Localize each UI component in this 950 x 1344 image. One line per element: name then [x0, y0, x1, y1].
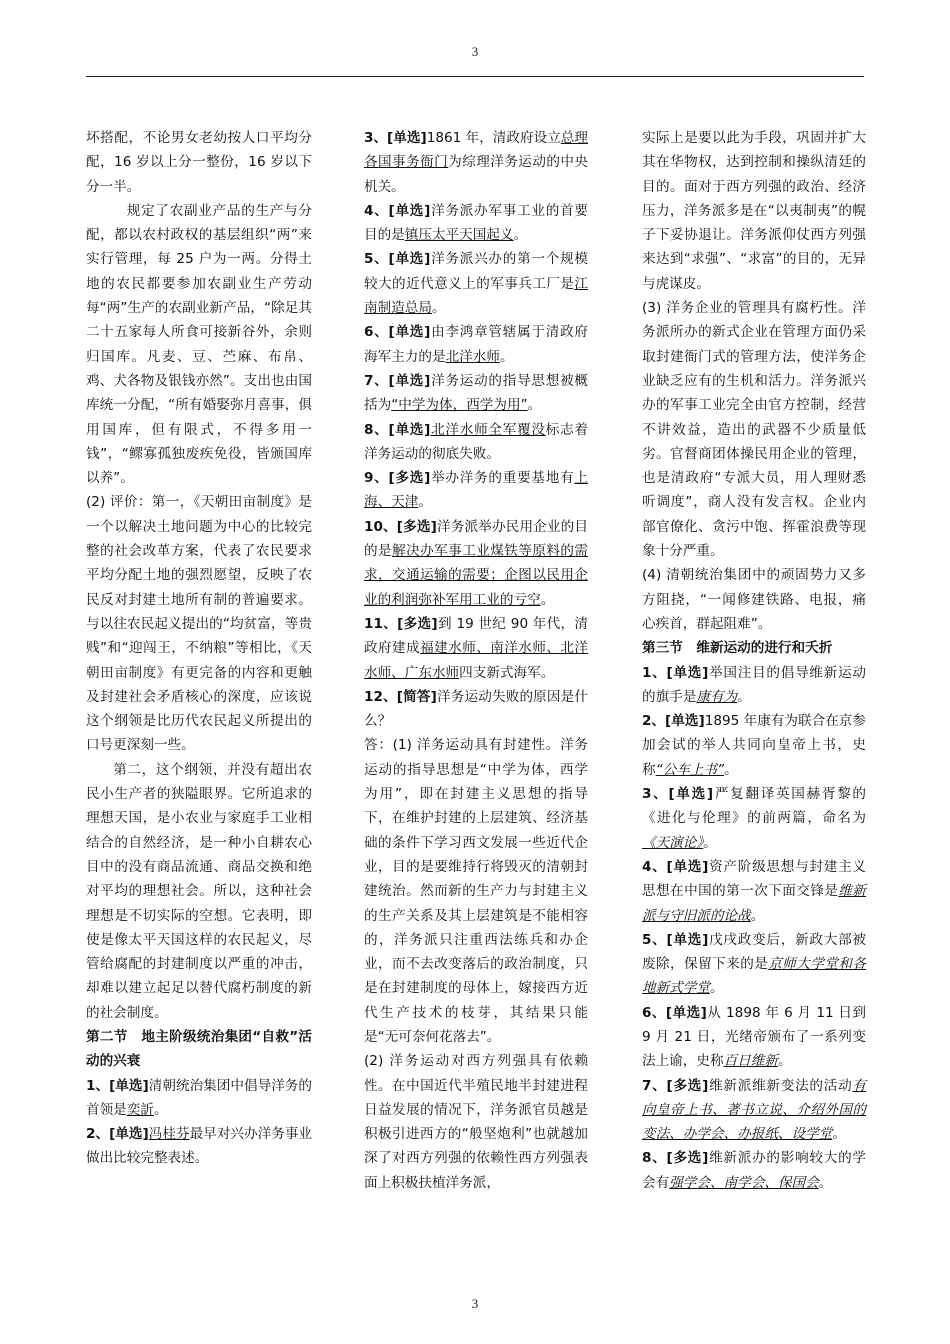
paragraph: 实际上是要以此为手段，巩固并扩大其在华物权，达到控制和操纵清廷的目的。面对于西方列强的政治、经济压力，洋务派多是在“以夷制夷”的幌子下妥协退让。洋务派仰仗西方列强来达到“求强”、“求富”的目的，无异与虎谋皮。	[642, 130, 866, 292]
question-item: 11、[多选]到 19 世纪 90 年代，清政府建成福建水师、南洋水师、北洋水师、广东水师四支新式海军。	[364, 615, 589, 681]
column-1	[86, 126, 312, 1171]
question-item: 9、[多选]举办洋务的重要基地有上海、天津。	[364, 470, 589, 511]
question-item: 10、[多选]洋务派举办民用企业的目的是解决办军事工业煤铁等原料的需求，交通运输的需要；企图以民用企业的利润弥补军用工业的亏空。	[364, 518, 589, 608]
header-rule	[86, 76, 864, 77]
question-item: 7、[单选]洋务运动的指导思想被概括为“中学为体，西学为用”。	[364, 372, 589, 414]
paragraph: 坏搭配，不论男女老幼按人口平均分配，16 岁以上分一整份，16 岁以下分一半。	[86, 130, 312, 195]
section-heading: 第二节 地主阶级统治集团“自救”活动的兴衰	[86, 1028, 312, 1070]
question-item: 1、[单选]清朝统治集团中倡导洋务的首领是奕訢。	[86, 1077, 313, 1118]
column-2	[364, 126, 588, 1195]
paragraph: 第二，这个纲领，并没有超出农民小生产者的狭隘眼界。它所追求的理想天国，是小农业与家庭手工业相结合的自然经济，是一种小自耕农心目中的没有商品流通、商品交换和绝对平均的理想社会。所以，这种社会理想是不切实际的空想。它表明，即使是像太平天国这样的农民起义，尽管给腐配的封建制度以严重的冲击，却难以建立起足以替代腐朽制度的新的社会制度。	[86, 761, 312, 1021]
question-item: 6、[单选]从 1898 年 6 月 11 日到 9 月 21 日，光绪帝颁布了一系列变法上谕，史称百日维新。	[642, 1004, 867, 1070]
paragraph: (2) 评价：第一，《天朝田亩制度》是一个以解决土地问题为中心的比较完整的社会改革方案，代表了农民要求平均分配土地的强烈愿望，反映了农民反对封建土地所有制的普遍要求。与以往农民起义提出的“均贫富，等贵贱”和“迎闯王，不纳粮”等相比，《天朝田亩制度》有更完备的内容和更触及封建社会矛盾核心的深度，应该说这个纲领是比历代农民起义所提出的口号更深刻一些。	[86, 494, 312, 754]
question-item: 6、[单选]由李鸿章管辖属于清政府海军主力的是北洋水师。	[364, 324, 589, 365]
question-item: 2、[单选]冯桂芬最早对兴办洋务事业做出比较完整表述。	[86, 1126, 313, 1167]
question-item: 8、[单选]北洋水师全军覆没标志着洋务运动的彻底失败。	[364, 421, 589, 462]
question-item: 3、[单选]1861 年，清政府设立总理各国事务衙门为综理洋务运动的中央机关。	[364, 130, 589, 195]
paragraph: 规定了农副业产品的生产与分配，都以农村政权的基层组织“两”来实行管理，每 25 户为一两。分得土地的农民都要参加农副业生产劳动每“两”生产的农副业新产品，“除足其二十五家每人所食可接新谷外，余则归国库。凡麦、豆、苎麻、布帛、鸡、犬各物及银钱亦然”。支出也由国库统一分配，“所有婚娶弥月喜事，俱用国库，但有限式，不得多用一钱”，“鳏寡孤独废疾免役，皆颁国库以养”。	[86, 202, 312, 487]
answer-paragraph: (2) 洋务运动对西方列强具有依赖性。在中国近代半殖民地半封建进程日益发展的情况下，洋务派官员越是积极引进西方的“般坚炮利”也就越加深了对西方列强的依赖性西方列强表面上积极扶植洋务派，	[364, 1053, 588, 1191]
question-item: 5、[单选]戊戌政变后，新政大部被废除，保留下来的是京师大学堂和各地新式学堂。	[642, 931, 867, 997]
page-number-top: 3	[471, 44, 479, 59]
question-item: 5、[单选]洋务派兴办的第一个规模较大的近代意义上的军事兵工厂是江南制造总局。	[364, 251, 589, 317]
paragraph: (4) 清朝统治集团中的顽固势力又多方阻挠，“一闻修建铁路、电报，痛心疾首，群起阻难”。	[642, 567, 866, 632]
question-item: 7、[多选]维新派维新变法的活动有向皇帝上书、著书立说、介绍外国的变法、办学会、办报纸、设学堂。	[642, 1077, 867, 1143]
question-item: 4、[单选]资产阶级思想与封建主义思想在中国的第一次下面交锋是维新派与守旧派的论战。	[642, 858, 867, 924]
question-item: 2、[单选]1895 年康有为联合在京参加会试的举人共同向皇帝上书，史称“公车上书”。	[642, 713, 866, 778]
question-item: 12、[简答]洋务运动失败的原因是什么？	[364, 688, 589, 730]
answer-paragraph: 答：(1) 洋务运动具有封建性。洋务运动的指导思想是“中学为体，西学为用”，即在封建主义思想的指导下，在维护封建的上层建筑、经济基础的条件下学习西文发展一些近代企业，目的是要维持行将毁灭的清朝封建统治。然而新的生产力与封建主义的生产关系及其上层建筑是不能相容的，洋务派只注重西法练兵和办企业，而不去改变落后的政治制度，只是在封建制度的母体上，嫁接西方近代生产技术的枝芽，其结果只能是“无可奈何花落去”。	[364, 737, 588, 1045]
column-3	[642, 126, 866, 1195]
question-item: 8、[多选]维新派办的影响较大的学会有强学会、南学会、保国会。	[642, 1150, 867, 1191]
page-number-bottom: 3	[471, 1296, 479, 1311]
section-heading: 第三节 维新运动的进行和夭折	[642, 640, 833, 657]
question-item: 3、[单选]严复翻译英国赫胥黎的《进化与伦理》的前两篇，命名为《天演论》。	[642, 786, 867, 851]
paragraph: (3) 洋务企业的管理具有腐朽性。洋务派所办的新式企业在管理方面仍采取封建衙门式的管理方法，使洋务企业缺乏应有的生机和活力。洋务派兴办的军事工业完全由官方控制，经营不讲效益，造出的武器不少质量低劣。官督商团体操民用企业的管理，也是清政府“专派大员，用人理财悉听调度”，商人没有发言权。企业内部官僚化、贪污中饱、挥霍浪费等现象十分严重。	[642, 300, 866, 560]
question-item: 4、[单选]洋务派办军事工业的首要目的是镇压太平天国起义。	[364, 202, 589, 244]
question-item: 1、[单选]举国注目的倡导维新运动的旗手是康有为。	[642, 664, 867, 705]
